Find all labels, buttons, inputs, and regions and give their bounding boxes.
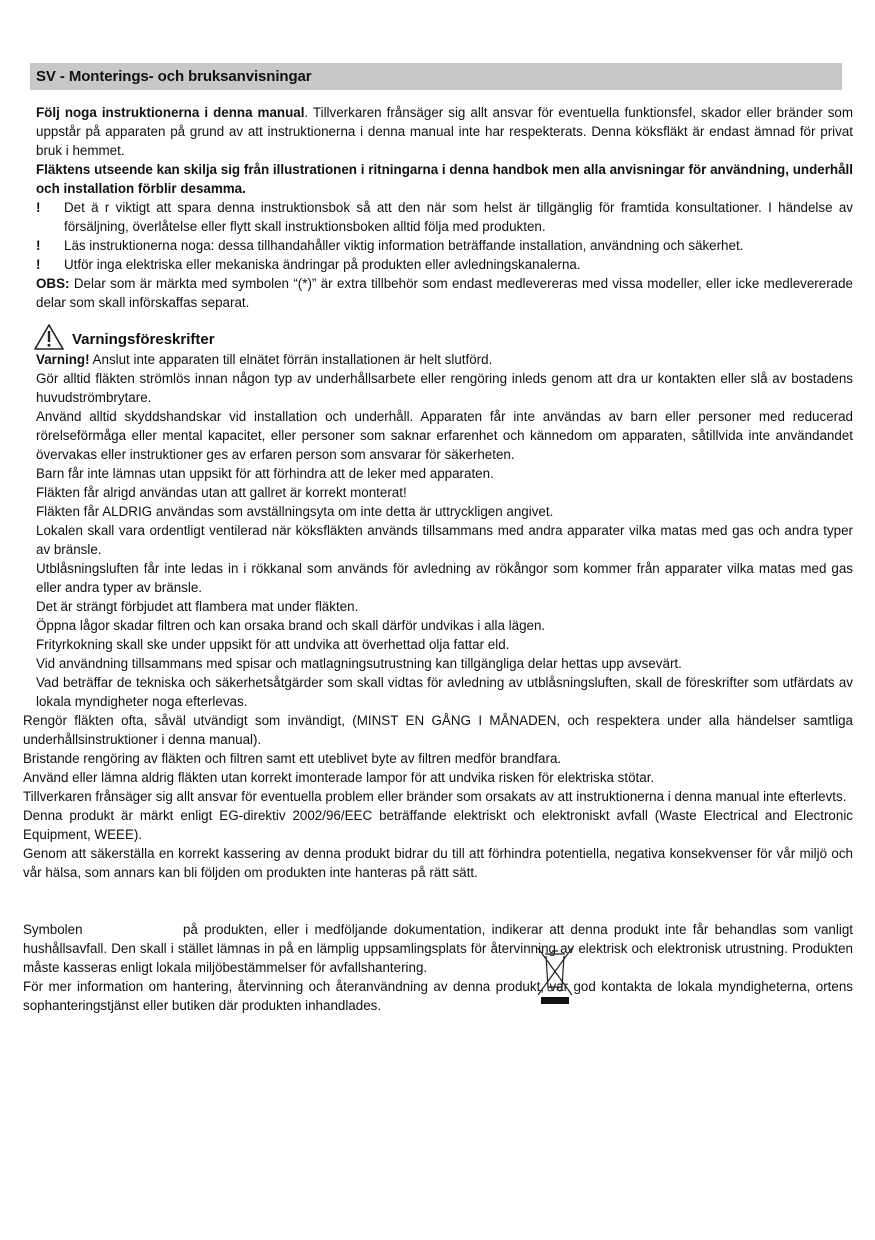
warning-triangle-icon (34, 324, 64, 350)
manual-content (23, 103, 857, 1015)
warning-first (36, 350, 853, 369)
warning-item: Frityrkokning skall ske under uppsikt för att undvika att överhettad olja fattar eld. (36, 637, 510, 652)
important-item (36, 236, 853, 255)
warning-item: Fläkten får ALDRIG användas som avställningsyta om inte detta är uttryckligen angivet. (36, 504, 554, 519)
intro-lead: Följ noga instruktionerna i denna manual (36, 105, 305, 120)
warning-item: Det är strängt förbjudet att flambera mat under fläkten. (36, 599, 359, 614)
obs-paragraph (36, 274, 853, 312)
warning-item: Öppna lågor skadar filtren och kan orsaka brand och skall därför undvikas i alla lägen. (36, 618, 546, 633)
appearance-notice: Fläktens utseende kan skilja sig från illustrationen i ritningarna i denna handbok men alla anvisningar för användning, underhåll och installation förblir desamma. (36, 162, 853, 196)
crossed-bin-icon (535, 945, 575, 1007)
important-item (36, 255, 853, 274)
general-item: Tillverkaren frånsäger sig allt ansvar för eventuella problem eller bränder som orsakats av att instruktionerna i denna manual inte efterlevts. (23, 789, 847, 804)
warning-item: Lokalen skall vara ordentligt ventilerad när köksfläkten används tillsammans med andra apparater vilka matas med gas och andra typer av bränsle. (36, 523, 853, 557)
warning-item: Vad beträffar de tekniska och säkerhetsåtgärder som skall vidtas för avledning av utblåsningsluften, skall de föreskrifter som utfärdats av lokala myndigheter noga efterlevas. (36, 675, 853, 709)
obs-label: OBS: (36, 276, 70, 291)
important-text: Utför inga elektriska eller mekaniska ändringar på produkten eller avledningskanalerna. (64, 257, 581, 272)
important-text: Det ä r viktigt att spara denna instruktionsbok så att den när som helst är tillgänglig för framtida konsultationer. I händelse av försäljning, överlåtelse eller flytt skall instruktionsboken alltid följa med produkten. (64, 200, 853, 234)
intro-rest: . Tillverkaren frånsäger sig allt ansvar för eventuella funktionsfel, skador eller bränder som uppstår på apparaten på grund av att instruktionerna i denna manual inte har respekterats. Denna köksfläkt är endast ämnad för privat bruk i hemmet. (36, 105, 853, 158)
warning-item: Utblåsningsluften får inte ledas in i rökkanal som används för avledning av rökångor som kommer från apparater vilka matas med gas eller andra typer av bränsle. (36, 561, 853, 595)
obs-text: Delar som är märkta med symbolen “(*)” är extra tillbehör som endast medlevereras med vissa modeller, eller icke medlevererade delar som skall införskaffas separat. (36, 276, 853, 310)
section-title: SV - Monterings- och bruksanvisningar (36, 68, 312, 85)
general-item: Använd eller lämna aldrig fläkten utan korrekt imonterade lampor för att undvika risken för elektriska stötar. (23, 770, 655, 785)
general-item: Rengör fläkten ofta, såväl utvändigt som invändigt, (MINST EN GÅNG I MÅNADEN, och respektera under alla händelser samtliga underhållsinstruktioner i denna manual). (23, 713, 853, 747)
exclamation-mark: ! (36, 238, 41, 253)
warning-item: Använd alltid skyddshandskar vid installation och underhåll. Apparaten får inte användas av barn eller personer med reducerad rörelseförmåga eller mental kapacitet, eller personer som saknar erfarenhet och kännedom om apparaten, såtillvida inte användandet övervakas eller instruktioner ges av erfaren person som ansvarar för säkerheten. (36, 409, 853, 462)
warning-item: Fläkten får alrigd användas utan att gallret är korrekt monterat! (36, 485, 407, 500)
general-item: Bristande rengöring av fläkten och filtren samt ett uteblivet byte av filtren medför brandfara. (23, 751, 562, 766)
section-header (30, 63, 842, 90)
general-section (23, 711, 857, 1015)
info-paragraph: För mer information om hantering, återvinning och återanvändning av denna produkt, var god kontakta de lokala myndigheterna, ortens sophanteringstjänst eller butiken där produkten inhandlades. (23, 979, 853, 1013)
disposal-paragraph: Symbolen på produkten, eller i medföljande dokumentation, indikerar att denna produkt inte får behandlas som vanligt hushållsavfall. Den skall i stället lämnas in på en lämplig uppsamlingsplats för återvinning av elektrisk och elektronisk utrustning. Produkten måste kasseras enligt lokala miljöbestämmelser för avfallshantering. (23, 922, 857, 975)
important-text: Läs instruktionerna noga: dessa tillhandahåller viktig information beträffande installation, användning och säkerhet. (64, 238, 744, 253)
important-item (36, 198, 853, 236)
general-item: Genom att säkerställa en korrekt kassering av denna produkt bidrar du till att förhindra potentiella, negativa konsekvenser för vår miljö och vår hälsa, som annars kan bli följden om produkten inte hanteras på rätt sätt. (23, 846, 853, 880)
warning-label: Varning! (36, 352, 90, 367)
warnings-title: Varningsföreskrifter (72, 331, 215, 348)
warnings-heading (36, 324, 853, 350)
warning-item: Gör alltid fläkten strömlös innan någon typ av underhållsarbete eller rengöring inleds genom att dra ur kontakten eller slå av bostadens huvudströmbrytare. (36, 371, 853, 405)
intro-paragraph (36, 103, 853, 160)
warning-text: Anslut inte apparaten till elnätet förrän installationen är helt slutförd. (89, 352, 493, 367)
exclamation-mark: ! (36, 200, 41, 215)
general-item: Denna produkt är märkt enligt EG-direktiv 2002/96/EEC beträffande elektriskt och elektroniskt avfall (Waste Electrical and Electronic Equipment, WEEE). (23, 808, 853, 842)
warning-item: Vid användning tillsammans med spisar och matlagningsutrustning kan tillgängliga delar hettas upp avsevärt. (36, 656, 682, 671)
warning-item: Barn får inte lämnas utan uppsikt för att förhindra att de leker med apparaten. (36, 466, 494, 481)
exclamation-mark: ! (36, 257, 41, 272)
